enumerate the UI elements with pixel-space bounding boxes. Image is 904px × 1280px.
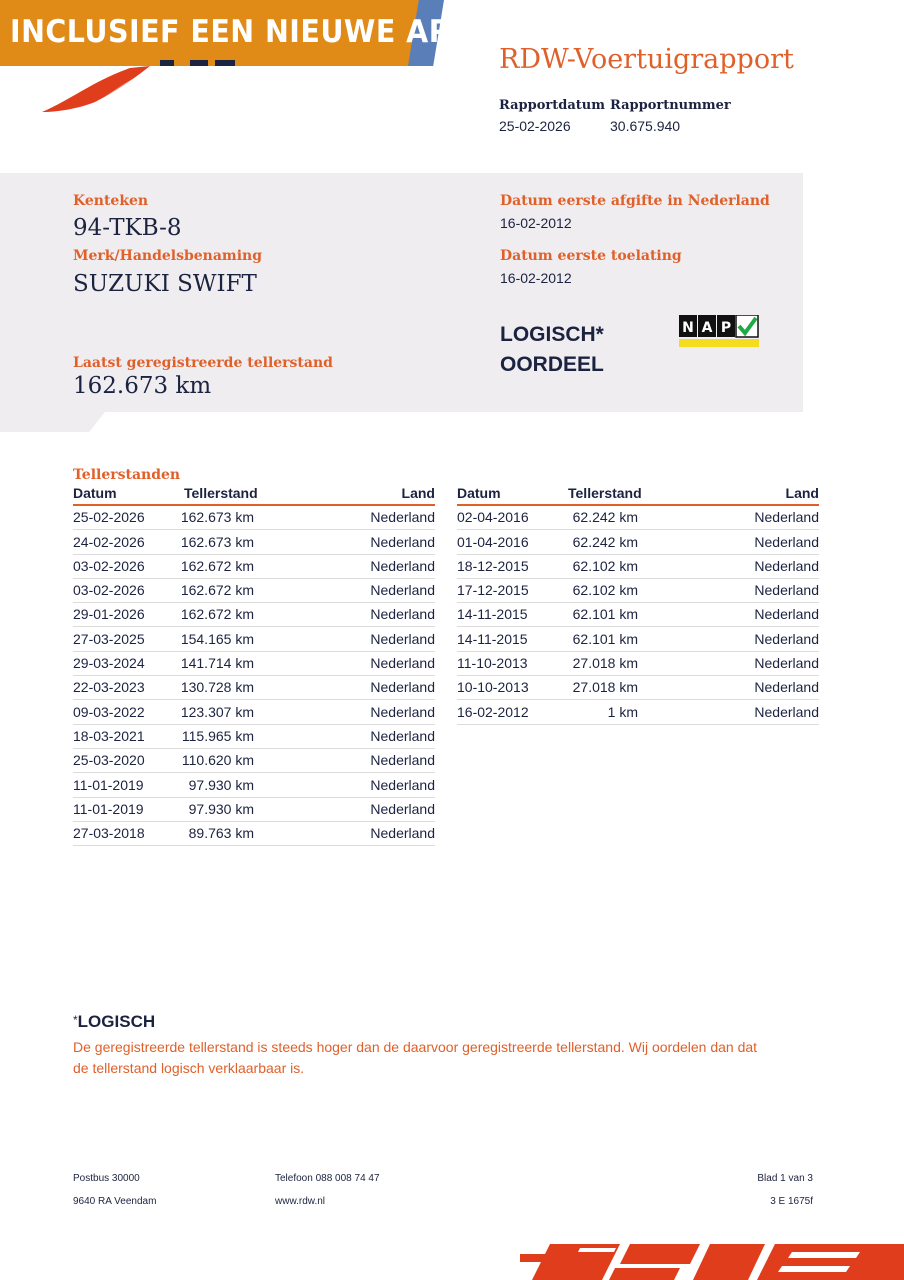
row-date: 03-02-2026 xyxy=(73,582,145,599)
table-header xyxy=(73,485,435,506)
brand-label: Merk/Handelsbenaming xyxy=(73,248,263,264)
row-date: 16-02-2012 xyxy=(457,703,529,720)
row-odometer: 97.930 km xyxy=(188,800,254,817)
column-header-km: Tellerstand xyxy=(184,485,258,501)
row-date: 25-02-2026 xyxy=(73,509,145,526)
row-date: 02-04-2016 xyxy=(457,509,529,526)
table-row xyxy=(73,822,435,846)
plate-label: Kenteken xyxy=(73,193,149,209)
row-date: 27-03-2025 xyxy=(73,630,145,647)
footer-page-number: Blad 1 van 3 xyxy=(757,1173,813,1184)
table-row xyxy=(73,555,435,579)
odometer-table-left xyxy=(73,485,435,846)
row-country: Nederland xyxy=(370,703,435,720)
row-odometer: 123.307 km xyxy=(180,703,254,720)
row-odometer: 62.101 km xyxy=(572,630,638,647)
row-country: Nederland xyxy=(754,703,819,720)
row-country: Nederland xyxy=(370,557,435,574)
row-country: Nederland xyxy=(754,655,819,672)
table-row xyxy=(73,700,435,724)
svg-text:P: P xyxy=(720,320,732,336)
table-row xyxy=(73,627,435,651)
svg-text:N: N xyxy=(682,320,694,336)
row-country: Nederland xyxy=(370,727,435,744)
table-row xyxy=(73,798,435,822)
row-country: Nederland xyxy=(754,509,819,526)
brand-value: SUZUKI SWIFT xyxy=(73,271,257,297)
row-odometer: 162.672 km xyxy=(180,582,254,599)
row-date: 24-02-2026 xyxy=(73,533,145,550)
nap-check-logo-icon xyxy=(679,315,759,347)
odometer-readings-title: Tellerstanden xyxy=(73,467,181,483)
row-odometer: 141.714 km xyxy=(180,655,254,672)
row-date: 25-03-2020 xyxy=(73,752,145,769)
row-date: 03-02-2026 xyxy=(73,557,145,574)
row-country: Nederland xyxy=(754,630,819,647)
table-header xyxy=(457,485,819,506)
row-country: Nederland xyxy=(370,776,435,793)
row-date: 29-03-2024 xyxy=(73,655,145,672)
row-odometer: 115.965 km xyxy=(181,727,254,744)
column-header-km: Tellerstand xyxy=(568,485,642,501)
column-header-country: Land xyxy=(785,485,819,501)
table-row xyxy=(73,579,435,603)
row-country: Nederland xyxy=(370,533,435,550)
table-row xyxy=(457,579,819,603)
row-date: 14-11-2015 xyxy=(457,606,528,623)
row-country: Nederland xyxy=(370,679,435,696)
row-country: Nederland xyxy=(754,557,819,574)
row-odometer: 89.763 km xyxy=(188,825,254,842)
odometer-label: Laatst geregistreerde tellerstand xyxy=(73,355,333,371)
table-row xyxy=(73,530,435,554)
row-odometer: 162.673 km xyxy=(180,509,254,526)
row-date: 09-03-2022 xyxy=(73,703,145,720)
plate-value: 94-TKB-8 xyxy=(73,215,182,241)
first-admission-value: 16-02-2012 xyxy=(500,270,572,286)
row-odometer: 162.672 km xyxy=(180,606,254,623)
verdict-line-2: OORDEEL xyxy=(500,353,604,376)
table-row xyxy=(73,652,435,676)
row-date: 17-12-2015 xyxy=(457,582,529,599)
verdict-line-1: LOGISCH* xyxy=(500,323,604,346)
logisch-heading: LOGISCH xyxy=(77,1012,156,1031)
row-date: 14-11-2015 xyxy=(457,630,528,647)
table-row xyxy=(457,506,819,530)
row-date: 22-03-2023 xyxy=(73,679,145,696)
row-date: 11-10-2013 xyxy=(457,655,528,672)
footer-address-line-1: Postbus 30000 xyxy=(73,1173,140,1184)
row-country: Nederland xyxy=(370,752,435,769)
row-date: 27-03-2018 xyxy=(73,825,145,842)
row-date: 11-01-2019 xyxy=(73,800,144,817)
row-country: Nederland xyxy=(370,825,435,842)
row-odometer: 162.673 km xyxy=(180,533,254,550)
row-date: 01-04-2016 xyxy=(457,533,529,550)
row-odometer: 162.672 km xyxy=(180,557,254,574)
row-odometer: 130.728 km xyxy=(180,679,254,696)
verdict xyxy=(500,320,604,380)
row-odometer: 62.242 km xyxy=(572,509,638,526)
panel-tab xyxy=(0,412,105,432)
report-title: RDW-Voertuigrapport xyxy=(499,44,794,75)
svg-text:A: A xyxy=(701,320,713,336)
table-row xyxy=(73,676,435,700)
column-header-date: Datum xyxy=(73,485,117,501)
row-odometer: 62.242 km xyxy=(572,533,638,550)
table-row xyxy=(457,627,819,651)
report-date-label: Rapportdatum xyxy=(499,98,605,113)
row-date: 18-12-2015 xyxy=(457,557,529,574)
logisch-explanation: De geregistreerde tellerstand is steeds hoger dan de daarvoor geregistreerde tellerstand. Wij oordelen dan dat de tellerstand logisch verklaarbaar is. xyxy=(73,1039,758,1076)
first-registration-nl-label: Datum eerste afgifte in Nederland xyxy=(500,193,770,209)
footer-phone: Telefoon 088 008 74 47 xyxy=(275,1173,380,1184)
asterisk: * xyxy=(73,1013,78,1027)
rdw-arrows-logo-icon xyxy=(520,1244,904,1280)
footer-address-line-2: 9640 RA Veendam xyxy=(73,1196,157,1207)
table-row xyxy=(457,652,819,676)
table-row xyxy=(73,725,435,749)
row-date: 29-01-2026 xyxy=(73,606,145,623)
table-row xyxy=(457,676,819,700)
rdw-feather-logo-icon xyxy=(40,60,240,115)
row-country: Nederland xyxy=(370,655,435,672)
table-row xyxy=(73,603,435,627)
table-row xyxy=(73,749,435,773)
table-row xyxy=(457,530,819,554)
column-header-date: Datum xyxy=(457,485,501,501)
column-header-country: Land xyxy=(401,485,435,501)
footer-website: www.rdw.nl xyxy=(275,1196,326,1207)
row-country: Nederland xyxy=(754,679,819,696)
row-odometer: 62.102 km xyxy=(572,582,638,599)
row-odometer: 27.018 km xyxy=(572,679,638,696)
row-odometer: 62.102 km xyxy=(572,557,638,574)
row-odometer: 97.930 km xyxy=(188,776,254,793)
row-odometer: 27.018 km xyxy=(572,655,638,672)
row-date: 11-01-2019 xyxy=(73,776,144,793)
table-row xyxy=(457,555,819,579)
row-odometer: 62.101 km xyxy=(572,606,638,623)
row-country: Nederland xyxy=(754,606,819,623)
apk-banner-text: INCLUSIEF EEN NIEUWE APK xyxy=(10,14,473,50)
report-number-label: Rapportnummer xyxy=(610,98,731,113)
table-row xyxy=(457,603,819,627)
logisch-title xyxy=(73,1012,155,1032)
row-odometer: 1 km xyxy=(607,703,638,720)
odometer-value: 162.673 km xyxy=(73,373,212,399)
row-country: Nederland xyxy=(754,533,819,550)
footer-document-code: 3 E 1675f xyxy=(770,1196,813,1207)
row-date: 18-03-2021 xyxy=(73,727,145,744)
first-admission-label: Datum eerste toelating xyxy=(500,248,682,264)
report-date: 25-02-2026 xyxy=(499,118,571,134)
table-row xyxy=(73,506,435,530)
row-date: 10-10-2013 xyxy=(457,679,529,696)
row-country: Nederland xyxy=(370,582,435,599)
row-country: Nederland xyxy=(754,582,819,599)
odometer-table-right xyxy=(457,485,819,725)
report-number: 30.675.940 xyxy=(610,118,681,134)
row-odometer: 154.165 km xyxy=(180,630,254,647)
row-odometer: 110.620 km xyxy=(181,752,254,769)
table-row xyxy=(73,773,435,797)
row-country: Nederland xyxy=(370,606,435,623)
row-country: Nederland xyxy=(370,630,435,647)
row-country: Nederland xyxy=(370,509,435,526)
table-row xyxy=(457,700,819,724)
row-country: Nederland xyxy=(370,800,435,817)
first-registration-nl-value: 16-02-2012 xyxy=(500,215,572,231)
